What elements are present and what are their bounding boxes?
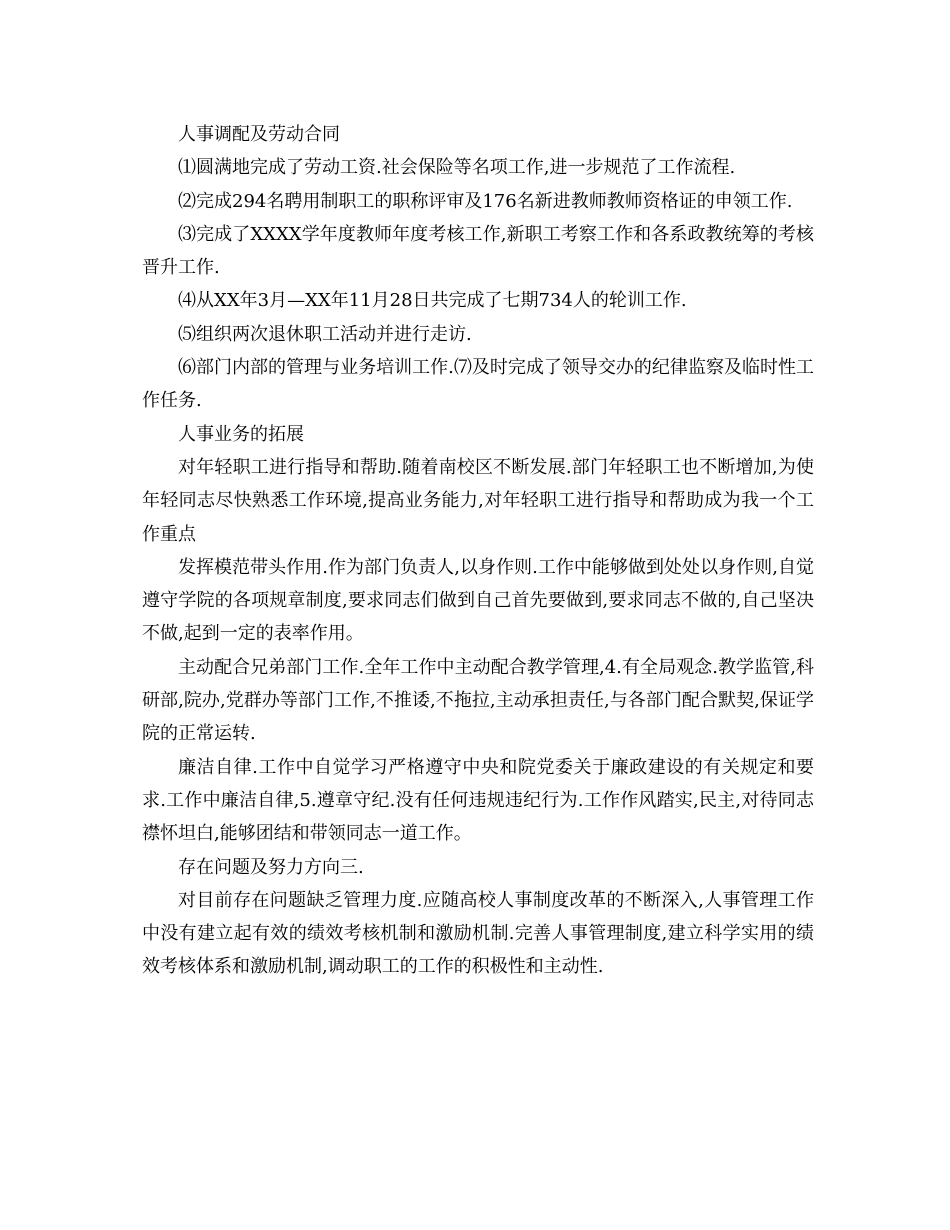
item-6-7-internal-management: ⑹部门内部的管理与业务培训工作.⑺及时完成了领导交办的纪律监察及临时性工作任务. bbox=[142, 357, 814, 412]
item-1-wages-insurance: ⑴圆满地完成了劳动工资.社会保险等名项工作,进一步规范了工作流程. bbox=[178, 157, 736, 179]
para-problems: 对目前存在问题缺乏管理力度.应随高校人事制度改革的不断深入,人事管理工作中没有建立起有效的绩效考核机制和激励机制.完善人事管理制度,建立科学实用的绩效考核体系和激励机制,调动职工的工作的积极性和主动性. bbox=[142, 889, 814, 978]
item-3-annual-assessment: ⑶完成了XXXX学年度教师年度考核工作,新职工考察工作和各系政教统筹的考核晋升工作. bbox=[142, 223, 814, 279]
document-body bbox=[142, 118, 814, 984]
heading-business-expansion: 人事业务的拓展 bbox=[178, 423, 304, 445]
para-role-model: 发挥模范带头作用.作为部门负责人,以身作则.工作中能够做到处处以身作则,自觉遵守学院的各项规章制度,要求同志们做到自己首先要做到,要求同志不做的,自己坚决不做,起到一定的表率作用。 bbox=[142, 556, 814, 645]
para-integrity: 廉洁自律.工作中自觉学习严格遵守中央和院党委关于廉政建设的有关规定和要求.工作中廉洁自律,5.遵章守纪.没有任何违规违纪行为.工作作风踏实,民主,对待同志襟怀坦白,能够团结和带领同志一道工作。 bbox=[142, 756, 814, 845]
para-young-staff-guidance: 对年轻职工进行指导和帮助.随着南校区不断发展.部门年轻职工也不断增加,为使年轻同志尽快熟悉工作环境,提高业务能力,对年轻职工进行指导和帮助成为我一个工作重点 bbox=[142, 456, 814, 545]
heading-personnel-allocation: 人事调配及劳动合同 bbox=[178, 124, 340, 145]
item-4-rotation-training: ⑷从XX年3月—XX年11月28日共完成了七期734人的轮训工作. bbox=[178, 290, 687, 312]
item-2-title-evaluation: ⑵完成294名聘用制职工的职称评审及176名新进教师教师资格证的申领工作. bbox=[178, 190, 793, 212]
heading-problems-direction: 存在问题及努力方向三. bbox=[178, 856, 364, 878]
para-cooperation: 主动配合兄弟部门工作.全年工作中主动配合教学管理,4.有全局观念.教学监管,科研部,院办,党群办等部门工作,不推诿,不拖拉,主动承担责任,与各部门配合默契,保证学院的正常运转. bbox=[142, 656, 814, 745]
item-5-retiree-activities: ⑸组织两次退休职工活动并进行走访. bbox=[178, 323, 472, 345]
